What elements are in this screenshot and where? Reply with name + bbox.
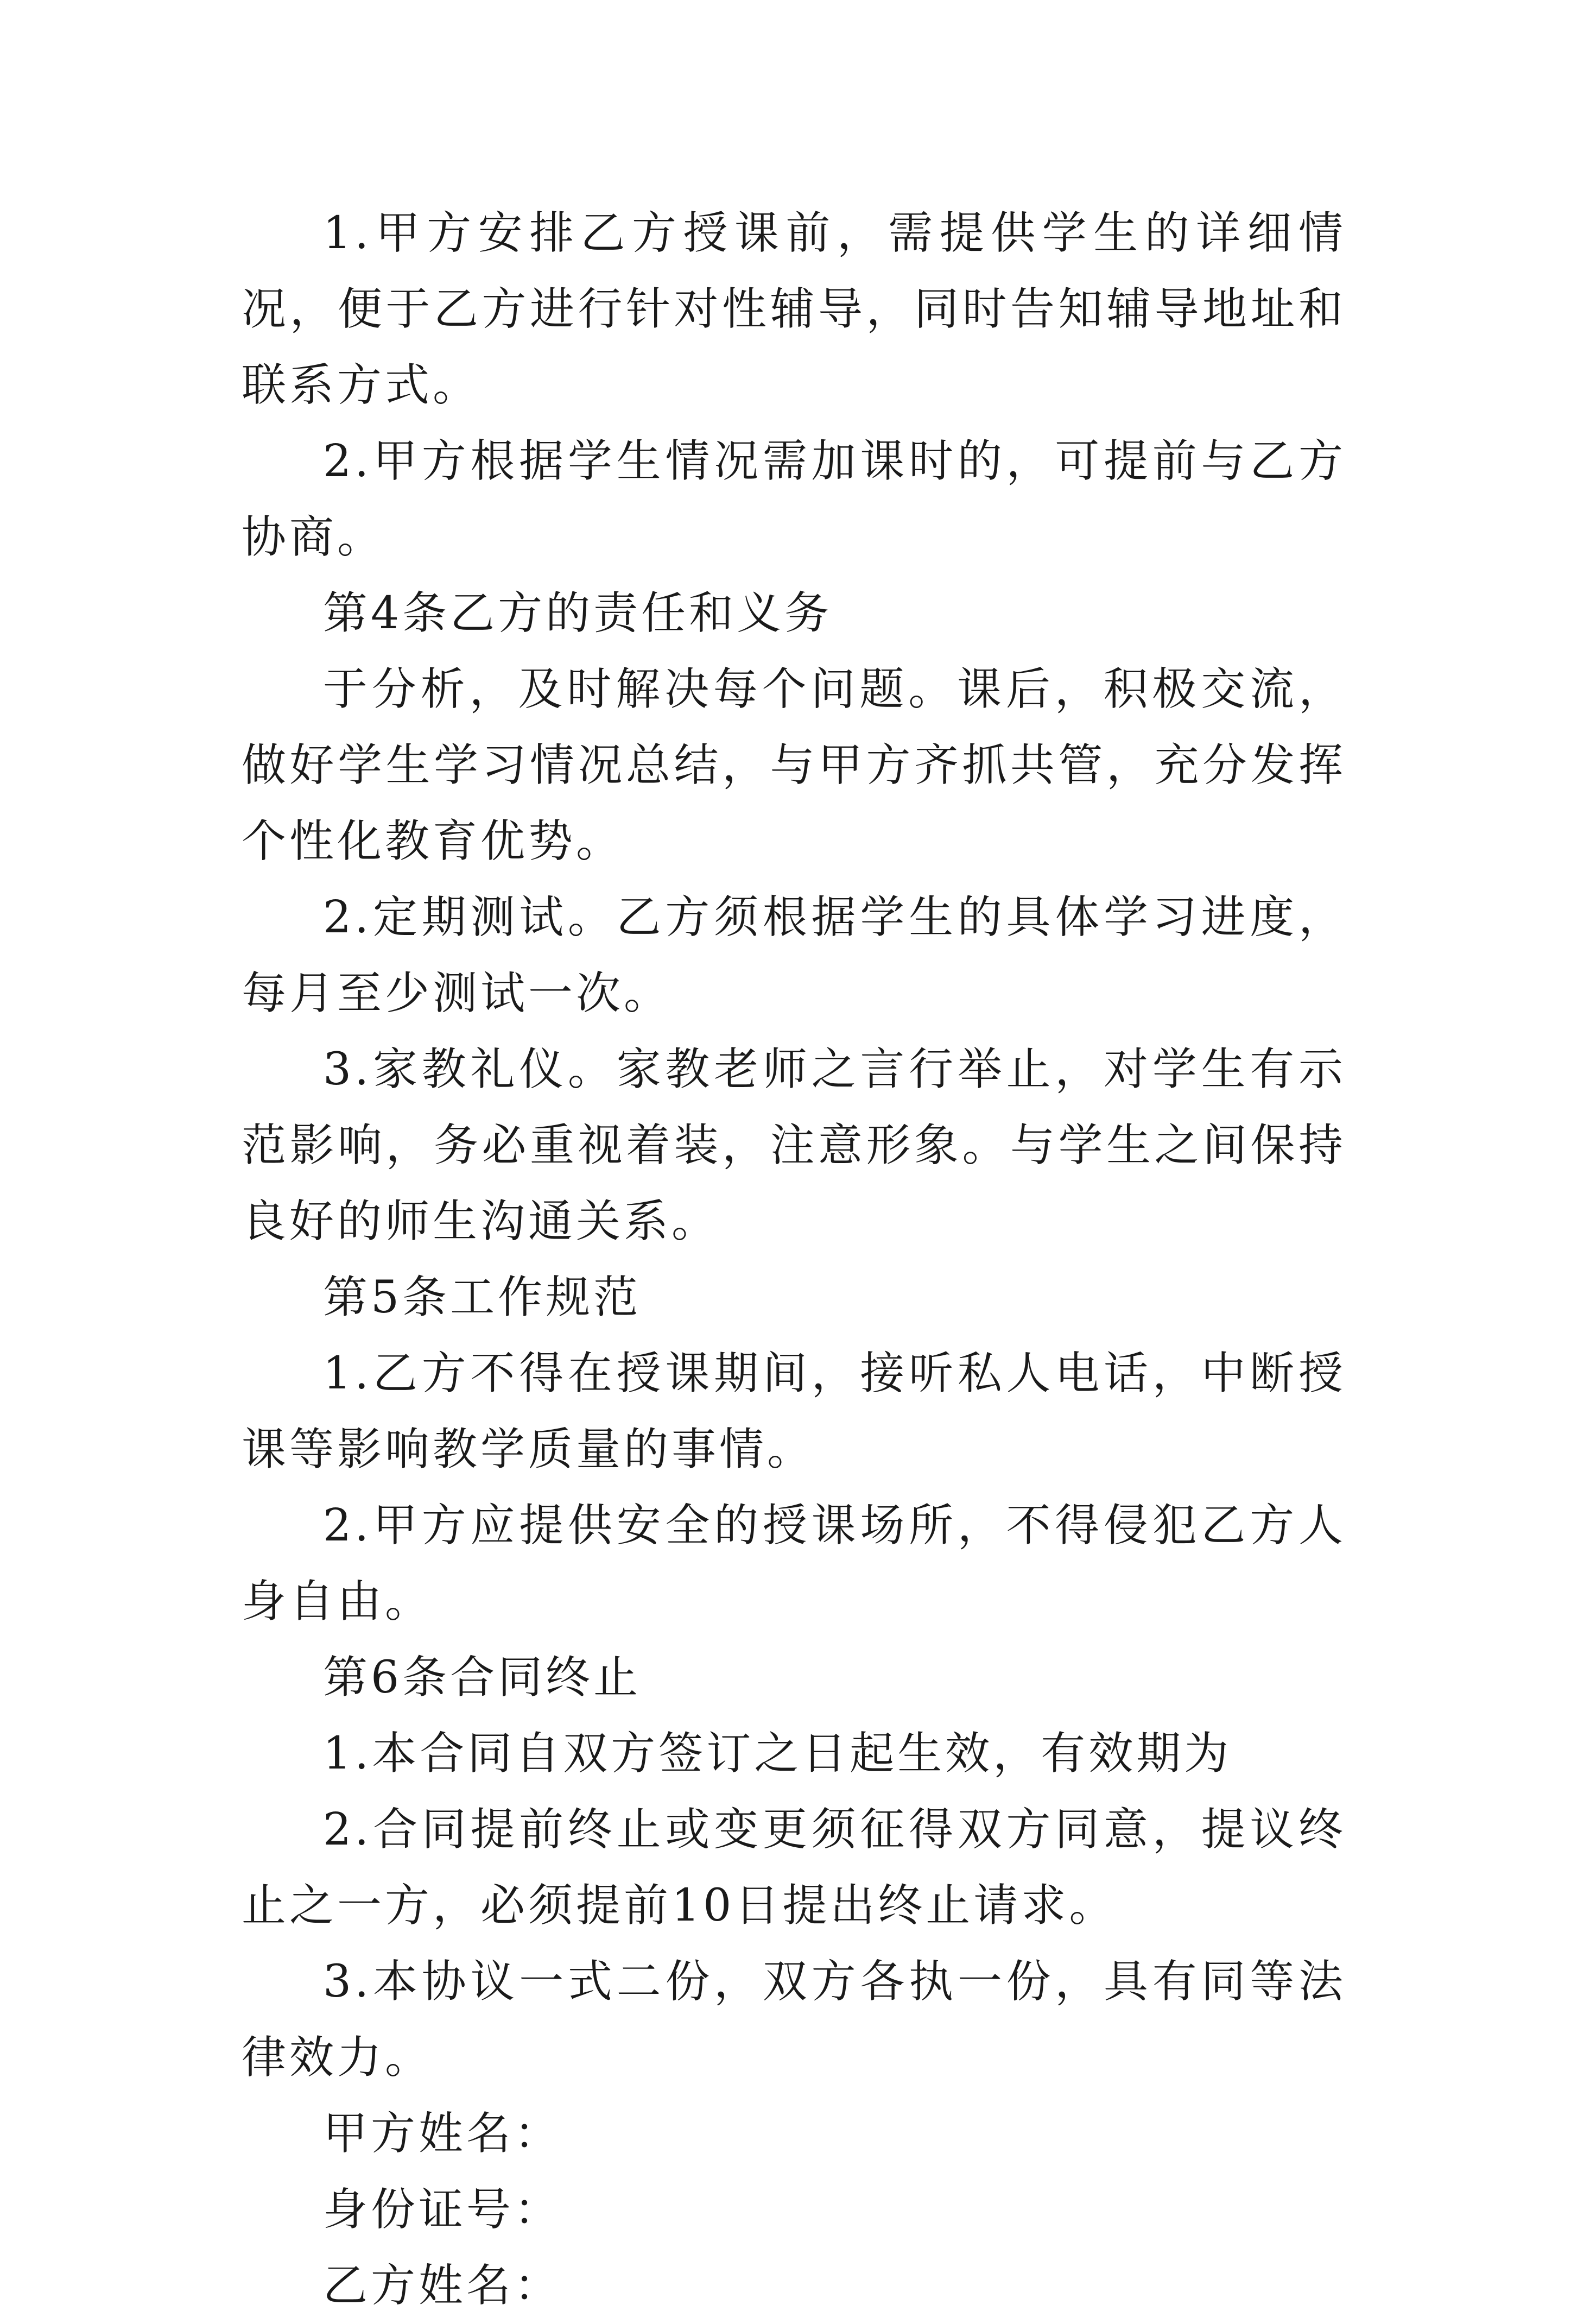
- paragraph-6: 1.乙方不得在授课期间，接听私人电话，中断授课等影响教学质量的事情。: [242, 1348, 1346, 1475]
- paragraph-10: 3.本协议一式二份，双方各执一份，具有同等法律效力。: [242, 1956, 1346, 2083]
- paragraph-4: 2.定期测试。乙方须根据学生的具体学习进度，每月至少测试一次。: [242, 892, 1346, 1019]
- section-heading-4: 第4条乙方的责任和义务: [323, 588, 833, 639]
- paragraph-1: 1.甲方安排乙方授课前，需提供学生的详细情况，便于乙方进行针对性辅导，同时告知辅导地址和联系方式。: [242, 207, 1346, 411]
- paragraph-2: 2.甲方根据学生情况需加课时的，可提前与乙方协商。: [242, 435, 1346, 563]
- document-body: [242, 195, 1346, 2324]
- section-heading-5: 第5条工作规范: [323, 1272, 642, 1323]
- paragraph-3: 于分析，及时解决每个问题。课后，积极交流，做好学生学习情况总结，与甲方齐抓共管，充分发挥个性化教育优势。: [242, 664, 1346, 867]
- party-b-name-field: 乙方姓名：: [323, 2260, 562, 2312]
- id-number-field: 身份证号：: [323, 2184, 562, 2235]
- paragraph-5: 3.家教礼仪。家教老师之言行举止，对学生有示范影响，务必重视着装，注意形象。与学生之间保持良好的师生沟通关系。: [242, 1044, 1346, 1247]
- paragraph-8: 1.本合同自双方签订之日起生效，有效期为: [323, 1728, 1232, 1779]
- paragraph-9: 2.合同提前终止或变更须征得双方同意，提议终止之一方，必须提前10日提出终止请求。: [242, 1804, 1346, 1931]
- paragraph-7: 2.甲方应提供安全的授课场所，不得侵犯乙方人身自由。: [242, 1500, 1346, 1627]
- section-heading-6: 第6条合同终止: [323, 1652, 642, 1703]
- party-a-name-field: 甲方姓名：: [323, 2108, 562, 2159]
